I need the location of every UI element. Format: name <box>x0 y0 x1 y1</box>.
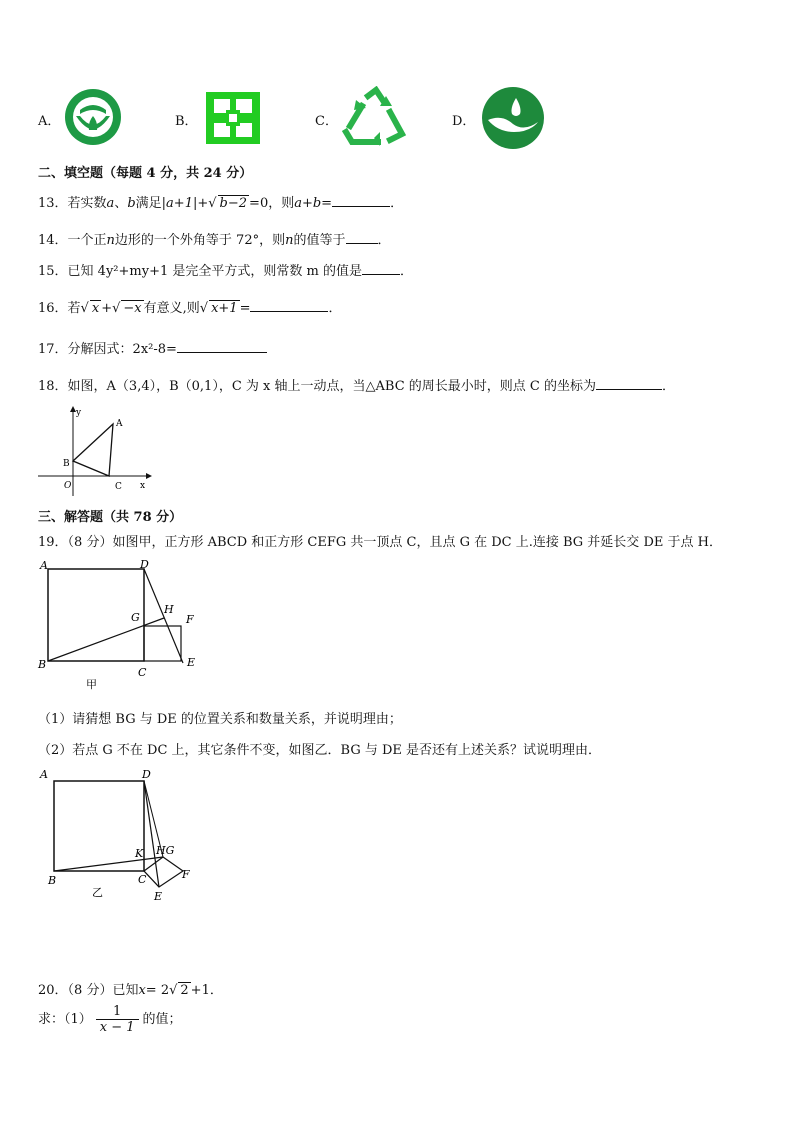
q20-1-tail: 的值； <box>142 1012 182 1027</box>
q18-text: 18．如图，A（3,4），B（0,1），C 为 x 轴上一动点，当△ABC 的周长最小时，则点 C 的坐标为 <box>38 379 596 394</box>
q13-sep: 、 <box>114 196 128 211</box>
fig19b-label-d: D <box>142 768 151 781</box>
option-a-label: A． <box>38 114 61 129</box>
question-18 <box>38 375 675 394</box>
q16-sqrt-sign-3: √ <box>199 301 209 316</box>
question-20 <box>38 979 223 998</box>
q16-plus: + <box>101 301 113 316</box>
fig19a-label-c: C <box>138 666 147 679</box>
fig19b-label-e: E <box>154 890 163 903</box>
figure-19-yi-diagram <box>36 764 206 906</box>
q14-prefix: 14．一个正 <box>38 233 107 248</box>
fig18-label-x: x <box>140 481 146 491</box>
section-3-heading: 三、解答题（共 78 分） <box>38 510 183 525</box>
interlocked-squares-icon <box>204 90 262 146</box>
q13-end: ． <box>390 196 404 211</box>
q14-end: ． <box>377 233 391 248</box>
q20-1-numerator: 1 <box>96 1004 139 1020</box>
q16-sqrt-sign-2: √ <box>112 301 121 316</box>
fig19a-line-bh <box>48 618 164 661</box>
fig19b-label-a: A <box>40 768 48 781</box>
q14-var-n: n <box>106 233 115 248</box>
fig19b-caption: 乙 <box>92 886 103 899</box>
q16-answer-blank[interactable] <box>250 299 328 312</box>
question-17 <box>38 338 267 357</box>
fig19b-square-abcd <box>54 781 144 871</box>
fig19b-square-cefg <box>144 857 183 887</box>
figure-18-coordinate-diagram <box>36 404 152 500</box>
option-d-label: D． <box>452 114 476 129</box>
fig19a-label-g: G <box>131 611 140 624</box>
fig19a-label-h: H <box>164 603 174 616</box>
question-20-part-1 <box>38 1004 182 1035</box>
question-19-part-1: （1）请猜想 BG 与 DE 的位置关系和数量关系，并说明理由； <box>38 712 402 727</box>
q20-1-denominator: x − 1 <box>99 1020 135 1035</box>
q15-end: ． <box>399 264 413 279</box>
fig18-x-arrow <box>146 473 152 479</box>
q16-radicand-2: −x <box>123 301 142 316</box>
q13-answer-blank[interactable] <box>332 194 390 207</box>
fig18-label-c: C <box>115 482 122 492</box>
q17-text: 17．分解因式：2x²-8= <box>38 342 177 357</box>
q18-answer-blank[interactable] <box>596 377 662 390</box>
q14-answer-blank[interactable] <box>346 231 378 244</box>
q16-end: ． <box>328 301 342 316</box>
q20-tail: +1． <box>190 983 223 998</box>
q20-var-x: x <box>138 983 146 998</box>
fig18-label-a: A <box>116 419 123 429</box>
q15-answer-blank[interactable] <box>362 262 400 275</box>
fig19a-line-de <box>144 569 183 663</box>
fig18-label-b: B <box>63 459 70 469</box>
q13-sqrt-sign: √ <box>208 196 217 211</box>
q13-mid: 满足 <box>135 196 162 211</box>
q20-eq: = 2 <box>145 983 170 998</box>
q20-radicand: 2 <box>180 983 189 998</box>
q16-radicand-3: x+1 <box>211 301 238 316</box>
q20-prefix: 20．（8 分）已知 <box>38 983 139 998</box>
option-c-label: C． <box>315 114 338 129</box>
question-13 <box>38 192 403 211</box>
fig19b-label-c: C <box>138 873 147 886</box>
q20-1-fraction <box>96 1004 139 1035</box>
q13-var-a: a <box>106 196 115 211</box>
q13-abs-expr: |a+1|+ <box>161 196 209 211</box>
question-19: 19．（8 分）如图甲，正方形 ABCD 和正方形 CEFG 共一顶点 C，且点 G 在 DC 上.连接 BG 并延长交 DE 于点 H． <box>38 535 722 550</box>
q16-mid: 有意义,则 <box>143 301 200 316</box>
question-15 <box>38 260 413 279</box>
q20-sqrt-sign: √ <box>169 983 178 998</box>
q14-var-n2: n <box>285 233 294 248</box>
q16-prefix: 16．若 <box>38 301 81 316</box>
fig19a-label-b: B <box>38 658 47 671</box>
section-2-heading: 二、填空题（每题 4 分，共 24 分） <box>38 166 253 181</box>
q13-ask: a+b= <box>294 196 333 211</box>
q13-var-b: b <box>127 196 136 211</box>
figure-19-jia-diagram <box>36 556 206 696</box>
fig19a-label-d: D <box>140 558 149 571</box>
fig19a-label-f: F <box>186 613 194 626</box>
recycle-triangle-icon <box>340 86 408 148</box>
q16-eq: = <box>239 301 251 316</box>
q13-prefix: 13．若实数 <box>38 196 107 211</box>
green-food-logo-icon <box>62 86 124 148</box>
question-14 <box>38 229 391 248</box>
q16-sqrt-sign-1: √ <box>80 301 89 316</box>
q18-end: ． <box>661 379 675 394</box>
fig19a-label-a: A <box>40 559 48 572</box>
option-b-label: B． <box>175 114 198 129</box>
question-19-part-2: （2）若点 G 不在 DC 上，其它条件不变，如图乙．BG 与 DE 是否还有上述关系？试说明理由． <box>38 743 602 758</box>
fig19b-label-f: F <box>182 868 190 881</box>
fig19a-label-e: E <box>187 656 196 669</box>
water-drop-logo-icon <box>480 86 546 150</box>
q17-answer-blank[interactable] <box>177 340 267 353</box>
q16-radicand-1: x <box>91 301 100 316</box>
fig19b-label-b: B <box>48 874 57 887</box>
fig19b-label-hg: HG <box>156 844 175 857</box>
q15-text: 15．已知 4y²+my+1 是完全平方式，则常数 m 的值是 <box>38 264 362 279</box>
q20-1-prefix: 求：（1） <box>38 1012 92 1027</box>
q13-eq: =0，则 <box>249 196 295 211</box>
fig18-label-o: O <box>64 481 72 491</box>
fig19a-caption: 甲 <box>86 678 97 691</box>
fig18-triangle-abc <box>73 424 113 476</box>
fig19a-square-abcd <box>48 569 144 661</box>
fig18-label-y: y <box>76 408 82 418</box>
q13-radicand: b−2 <box>219 196 248 211</box>
question-16 <box>38 297 341 316</box>
fig19b-label-k: K <box>135 847 144 860</box>
q14-end1: 的值等于 <box>293 233 346 248</box>
q14-mid: 边形的一个外角等于 72°，则 <box>114 233 286 248</box>
